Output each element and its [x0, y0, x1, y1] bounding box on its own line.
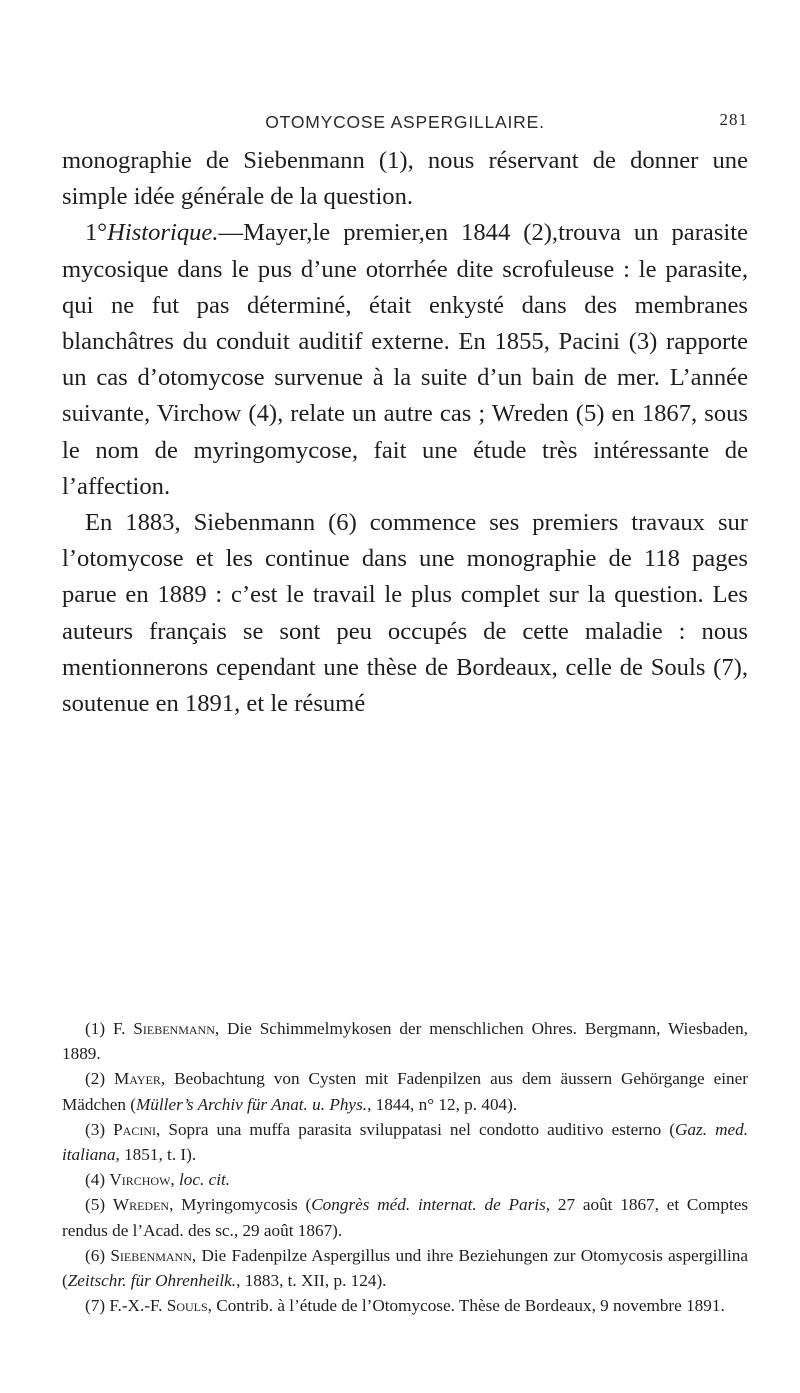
footnote-author: Siebenmann	[110, 1245, 192, 1265]
footnote-author: F. Siebenmann	[112, 1019, 215, 1038]
footnote-5	[62, 1192, 748, 1242]
footnote-tail: , 1851, t. I).	[115, 1145, 197, 1165]
footnote-number: (2)	[85, 1069, 106, 1089]
footnote-2	[62, 1066, 748, 1116]
footnote-text: , Die Schimmelmykosen der menschlichen Ohres. Bergmann, Wiesbaden, 1889.	[62, 1019, 748, 1064]
footnote-author: Virchow	[109, 1170, 171, 1190]
paragraph-2-text: —Mayer,le premier,en 1844 (2),trouva un parasite mycosique dans le pus d’une otorrhée dite scrofuleuse : le parasite, qui ne fut pas déterminé, était enkysté dans des membranes blanchâtres du conduit auditif externe. En 1855, Pacini (3) rapporte un cas d’otomycose survenue à la suite d’un bain de mer. L’année suivante, Virchow (4), relate un autre cas ; Wreden (5) en 1867, sous le nom de myringomycose, fait une étude très intéressante de l’affection.	[62, 219, 748, 500]
paragraph-3: En 1883, Siebenmann (6) commence ses premiers travaux sur l’otomycose et les continue dans une monographie de 118 pages parue en 1889 : c’est le travail le plus complet sur la question. Les auteurs français se sont peu occupés de cette maladie : nous mentionnerons cependant une thèse de Bordeaux, celle de Souls (7), soutenue en 1891, et le résumé	[62, 509, 748, 718]
footnote-tail: , 1844, n° 12, p. 404).	[367, 1094, 518, 1114]
footnote-number: (3)	[85, 1119, 106, 1139]
footnote-text: , Die Fadenpilze Aspergillus und ihre Beziehungen zur Otomycosis aspergillina (	[62, 1245, 749, 1291]
main-text	[62, 143, 748, 722]
footnote-text: , Beobachtung von Cysten mit Fadenpilzen aus dem äussern Gehörgange einer Mädchen (	[62, 1069, 748, 1114]
footnote-text: , Contrib. à l’étude de l’Otomycose. Thèse de Bordeaux, 9 novembre 1891.	[207, 1296, 725, 1316]
footnote-source: Gaz. med. italiana	[62, 1119, 749, 1165]
footnote-number: (6)	[85, 1245, 106, 1265]
footnote-source: loc. cit.	[179, 1170, 231, 1190]
footnote-4	[62, 1167, 748, 1192]
footnotes	[62, 1016, 748, 1318]
footnote-number: (1)	[85, 1019, 106, 1038]
footnote-author: Mayer	[114, 1069, 161, 1089]
footnote-source: Müller’s Archiv für Anat. u. Phys.	[135, 1094, 368, 1114]
footnote-text: , Myringomycosis (	[169, 1195, 312, 1215]
footnote-author: F.-X.-F. Souls	[109, 1296, 208, 1316]
page-number: 281	[719, 110, 748, 129]
footnote-author: Pacini	[113, 1119, 157, 1139]
footnote-tail: , 1883, t. XII, p. 124).	[236, 1271, 387, 1291]
running-title: OTOMYCOSE ASPERGILLAIRE.	[265, 112, 545, 132]
footnote-source: Zeitschr. für Ohrenheilk.	[67, 1271, 237, 1291]
section-heading: Historique.	[107, 219, 219, 247]
footnote-7	[62, 1293, 748, 1318]
footnote-6	[62, 1243, 748, 1293]
paragraph-1: monographie de Siebenmann (1), nous réservant de donner une simple idée générale de la question.	[62, 147, 748, 211]
footnote-tail: , 27 août 1867, et Comptes rendus de l’Acad. des sc., 29 août 1867).	[62, 1195, 749, 1240]
footnote-author: Wreden	[112, 1195, 170, 1215]
section-number: 1°	[85, 219, 108, 247]
footnote-number: (4)	[85, 1170, 106, 1190]
footnote-source: Congrès méd. internat. de Paris	[311, 1195, 546, 1215]
page-header	[62, 82, 748, 132]
footnote-text: , Sopra una muffa parasita sviluppatasi nel condotto auditivo esterno (	[156, 1119, 676, 1139]
footnote-text: ,	[170, 1170, 180, 1190]
paragraph-2	[62, 215, 748, 505]
footnote-number: (5)	[85, 1195, 106, 1215]
footnote-1	[62, 1016, 748, 1066]
footnote-number: (7)	[85, 1296, 106, 1316]
footnote-3	[62, 1117, 748, 1167]
